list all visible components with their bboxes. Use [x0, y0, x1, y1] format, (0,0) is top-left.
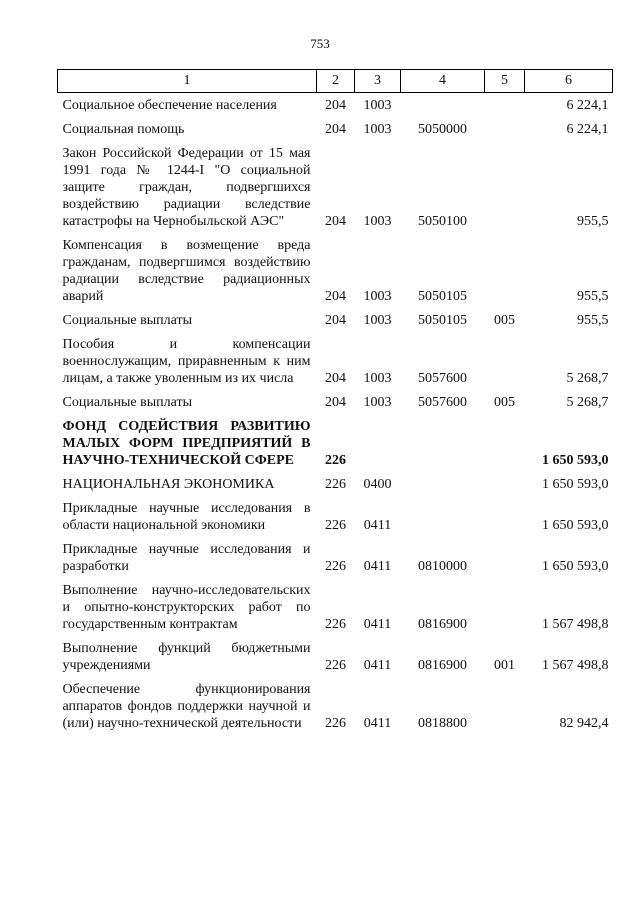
row-code-2-cell: 226 [325, 658, 346, 673]
table-row [58, 138, 613, 230]
row-code-3-cell: 0400 [363, 477, 392, 492]
row-code-3-cell: 1003 [363, 313, 392, 328]
row-code-2-cell: 226 [325, 559, 346, 574]
row-code-5-cell [485, 114, 525, 138]
column-header-6: 6 [525, 70, 613, 93]
table-row [58, 93, 613, 115]
row-code-4-cell [401, 493, 485, 534]
row-code-3-cell [355, 411, 401, 469]
row-code-3-cell: 1003 [363, 289, 392, 304]
row-code-4-cell [401, 469, 485, 493]
row-amount-cell: 1 567 498,8 [542, 617, 609, 632]
row-amount-cell: 955,5 [577, 214, 609, 229]
budget-table [57, 69, 613, 732]
column-header-1: 1 [58, 70, 317, 93]
row-amount-cell: 955,5 [577, 313, 609, 328]
column-header-5: 5 [485, 70, 525, 93]
table-row [58, 575, 613, 633]
table-row [58, 674, 613, 732]
row-amount-cell: 6 224,1 [566, 98, 609, 113]
row-code-5-cell [485, 534, 525, 575]
row-code-4-cell: 5050105 [418, 289, 467, 304]
row-code-2-cell: 226 [325, 617, 346, 632]
row-code-4-cell: 0816900 [418, 617, 467, 632]
row-name-cell: Социальные выплаты [62, 313, 193, 328]
row-name-cell: Выполнение функций бюджетными учреждениями [62, 641, 311, 673]
row-code-3-cell: 1003 [363, 214, 392, 229]
row-code-4-cell: 5050000 [418, 122, 467, 137]
row-code-2-cell: 226 [325, 477, 346, 492]
row-code-3-cell: 0411 [363, 658, 392, 673]
row-code-2-cell: 204 [325, 313, 346, 328]
table-header-row [58, 70, 613, 93]
row-code-4-cell [401, 411, 485, 469]
column-header-2: 2 [317, 70, 355, 93]
row-name-cell: Выполнение научно-исследовательских и опытно-конструкторских работ по государственным контрактам [62, 583, 311, 632]
row-code-5-cell [485, 469, 525, 493]
row-code-4-cell: 5050105 [418, 313, 467, 328]
table-row [58, 469, 613, 493]
row-amount-cell: 1 650 593,0 [542, 559, 609, 574]
row-name-cell: ФОНД СОДЕЙСТВИЯ РАЗВИТИЮ МАЛЫХ ФОРМ ПРЕДПРИЯТИЙ В НАУЧНО-ТЕХНИЧЕСКОЙ СФЕРЕ [62, 419, 311, 468]
row-code-5-cell: 001 [494, 658, 515, 673]
row-code-3-cell: 0411 [363, 716, 392, 731]
row-code-3-cell: 0411 [363, 559, 392, 574]
page-number: 753 [310, 36, 330, 51]
row-code-2-cell: 226 [325, 716, 346, 731]
column-header-4: 4 [401, 70, 485, 93]
table-row [58, 534, 613, 575]
row-code-4-cell: 5057600 [418, 371, 467, 386]
row-name-cell: Закон Российской Федерации от 15 мая 1991 года № 1244-I "О социальной защите граждан, подвергшихся воздействию радиации вследствие катастрофы на Чернобыльской АЭС" [62, 146, 311, 229]
column-header-3: 3 [355, 70, 401, 93]
row-code-2-cell: 204 [325, 122, 346, 137]
table-row [58, 633, 613, 674]
row-amount-cell: 1 650 593,0 [542, 453, 609, 468]
row-code-4-cell: 5050100 [418, 214, 467, 229]
row-code-2-cell: 204 [325, 98, 346, 113]
table-body [58, 93, 613, 733]
table-row [58, 493, 613, 534]
row-code-5-cell [485, 411, 525, 469]
row-amount-cell: 82 942,4 [559, 716, 609, 731]
row-code-5-cell [485, 138, 525, 230]
row-code-5-cell [485, 493, 525, 534]
row-code-4-cell [401, 93, 485, 115]
row-code-5-cell [485, 93, 525, 115]
row-code-3-cell: 0411 [363, 617, 392, 632]
row-code-4-cell: 0816900 [418, 658, 467, 673]
row-code-4-cell: 0810000 [418, 559, 467, 574]
row-amount-cell: 1 650 593,0 [542, 518, 609, 533]
row-code-4-cell: 0818800 [418, 716, 467, 731]
table-row [58, 329, 613, 387]
row-name-cell: Компенсация в возмещение вреда гражданам, подвергшимся воздействию радиации вследствие радиационных аварий [62, 238, 311, 304]
row-code-5-cell: 005 [494, 313, 515, 328]
row-amount-cell: 1 650 593,0 [542, 477, 609, 492]
row-name-cell: Социальные выплаты [62, 395, 193, 410]
row-code-5-cell [485, 575, 525, 633]
row-code-2-cell: 204 [325, 371, 346, 386]
table-row [58, 230, 613, 305]
row-code-2-cell: 204 [325, 214, 346, 229]
row-name-cell: НАЦИОНАЛЬНАЯ ЭКОНОМИКА [62, 477, 275, 492]
row-amount-cell: 5 268,7 [566, 371, 609, 386]
row-code-3-cell: 0411 [363, 518, 392, 533]
row-code-5-cell [485, 674, 525, 732]
row-amount-cell: 1 567 498,8 [542, 658, 609, 673]
row-amount-cell: 5 268,7 [566, 395, 609, 410]
row-code-2-cell: 226 [325, 453, 346, 468]
row-code-2-cell: 226 [325, 518, 346, 533]
row-code-5-cell: 005 [494, 395, 515, 410]
row-code-2-cell: 204 [325, 395, 346, 410]
table-row [58, 387, 613, 411]
row-name-cell: Социальная помощь [62, 122, 185, 137]
row-code-3-cell: 1003 [363, 122, 392, 137]
row-name-cell: Социальное обеспечение населения [62, 98, 277, 113]
row-amount-cell: 955,5 [577, 289, 609, 304]
row-code-2-cell: 204 [325, 289, 346, 304]
table-row [58, 114, 613, 138]
table-row [58, 305, 613, 329]
row-name-cell: Пособия и компенсации военнослужащим, приравненным к ним лицам, а также уволенным из их числа [62, 337, 311, 386]
row-code-5-cell [485, 230, 525, 305]
table-row [58, 411, 613, 469]
row-code-3-cell: 1003 [363, 371, 392, 386]
row-name-cell: Обеспечение функционирования аппаратов фондов поддержки научной и (или) научно-технической деятельности [62, 682, 311, 731]
row-name-cell: Прикладные научные исследования в области национальной экономики [62, 501, 311, 533]
row-code-4-cell: 5057600 [418, 395, 467, 410]
row-code-5-cell [485, 329, 525, 387]
row-amount-cell: 6 224,1 [566, 122, 609, 137]
row-code-3-cell: 1003 [363, 395, 392, 410]
row-name-cell: Прикладные научные исследования и разработки [62, 542, 311, 574]
row-code-3-cell: 1003 [363, 98, 392, 113]
